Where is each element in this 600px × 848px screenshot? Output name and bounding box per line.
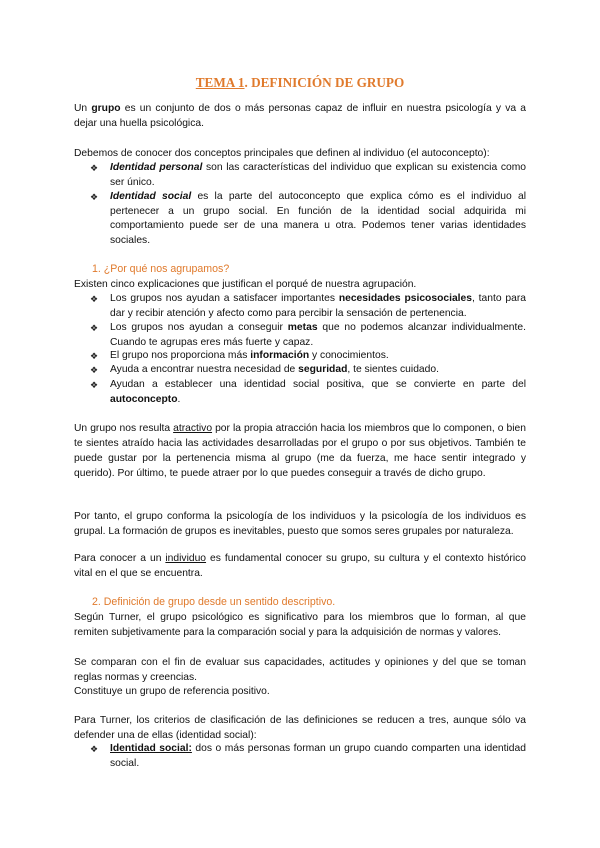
diamond-bullet-icon: ❖ [90, 351, 99, 361]
diamond-bullet-icon: ❖ [90, 163, 99, 173]
section-1-heading: 1. ¿Por qué nos agrupamos? [92, 263, 230, 275]
concepts-intro: Debemos de conocer dos conceptos principales que definen al individuo (el autoconcepto): [74, 148, 490, 159]
term-grupo: grupo [91, 103, 121, 114]
diamond-bullet-icon: ❖ [90, 365, 99, 375]
attractive-paragraph: Un grupo nos resulta atractivo por la propia atracción hacia los miembros que lo componen, o bien te sientes atraído hacia las actividades desarrolladas por el grupo o por sus objetivos. También te puede gustar por la pertenencia misma al grupo (me da fuerza, me hace sentir integrado y querido). Por último, te puede atraer por lo que puedes conseguir a través de dicho grupo. [74, 423, 526, 479]
therefore-paragraph: Por tanto, el grupo conforma la psicología de los individuos y la psicología de los individuos es grupal. La formación de grupos es inevitables, puesto que somos seres grupales por naturaleza. [74, 511, 526, 537]
title-rest: . DEFINICIÓN DE GRUPO [244, 75, 405, 90]
diamond-bullet-icon: ❖ [90, 192, 99, 202]
list-item: ❖ Ayudan a establecer una identidad social positiva, que se convierte en parte del autoconcepto. [90, 379, 526, 405]
title-tema: TEMA 1 [195, 75, 245, 90]
page-title [0, 75, 600, 91]
section-2-heading: 2. Definición de grupo desde un sentido descriptivo. [92, 596, 336, 608]
section-1-intro: Existen cinco explicaciones que justifican el porqué de nuestra agrupación. [74, 279, 417, 290]
list-item: ❖ Ayuda a encontrar nuestra necesidad de seguridad, te sientes cuidado. [110, 363, 526, 378]
list-item: ❖ El grupo nos proporciona más información y conocimientos. [110, 349, 526, 364]
list-item-identidad-social-turner: ❖ Identidad social: dos o más personas forman un grupo cuando comparten una identidad social. [90, 743, 526, 769]
list-item-identidad-social: ❖ Identidad social es la parte del autoconcepto que explica cómo es el individuo al pertenecer a un grupo social. En función de la identidad social adquirida mi comportamiento puede ser de una manera u otra. Podemos tener varias identidades sociales. [90, 191, 526, 246]
turner-paragraph: Según Turner, el grupo psicológico es significativo para los miembros que lo forman, al que remiten subjetivamente para la comparación social y para la adquisición de normas y valores. [74, 612, 526, 638]
criteria-paragraph: Para Turner, los criterios de clasificación de las definiciones se reducen a tres, aunque sólo va defender una de ellas (identidad social): [74, 715, 526, 741]
diamond-bullet-icon: ❖ [90, 323, 99, 333]
intro-paragraph: Un grupo es un conjunto de dos o más personas capaz de influir en nuestra psicología y va a dejar una huella psicológica. [74, 103, 527, 129]
individual-paragraph: Para conocer a un individuo es fundamental conocer su grupo, su cultura y el contexto histórico vital en el que se encuentra. [74, 553, 526, 579]
list-item: ❖ Los grupos nos ayudan a satisfacer importantes necesidades psicosociales, tanto para dar y recibir atención y afecto como para percibir la sensación de pertenencia. [90, 293, 527, 319]
diamond-bullet-icon: ❖ [90, 294, 99, 304]
list-item: ❖ Los grupos nos ayudan a conseguir metas que no podemos alcanzar individualmente. Cuando te agrupas eres más fuerte y capaz. [90, 322, 526, 348]
reference-paragraph: Constituye un grupo de referencia positivo. [74, 686, 270, 697]
diamond-bullet-icon: ❖ [90, 380, 99, 390]
list-item-identidad-personal: ❖ Identidad personal son las características del individuo que explican su existencia como ser único. [90, 162, 527, 188]
compare-paragraph: Se comparan con el fin de evaluar sus capacidades, actitudes y opiniones y del que se toman reglas normas y creencias. [74, 657, 526, 683]
diamond-bullet-icon: ❖ [90, 744, 99, 754]
